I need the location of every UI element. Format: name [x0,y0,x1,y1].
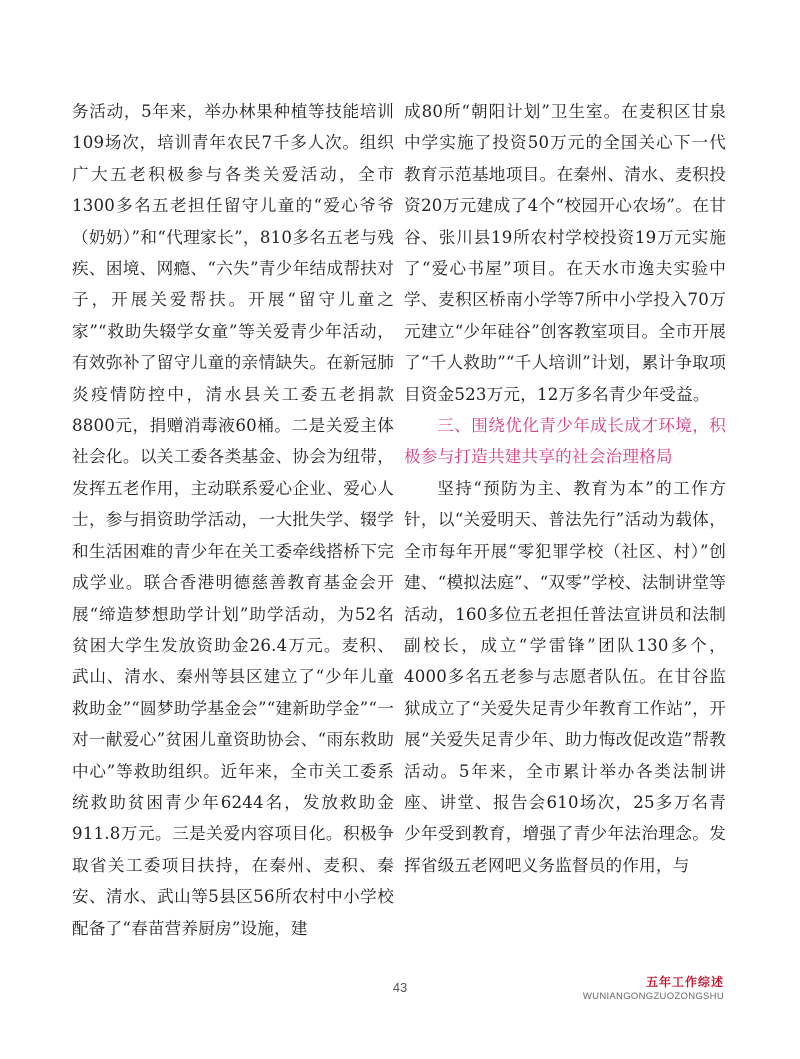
footer-brand-pinyin: WUNIANGONGZUOZONGSHU [582,991,724,1002]
footer-brand-chinese: 五年工作综述 [645,975,724,989]
body-paragraph: 务活动，5年来，举办林果种植等技能培训109场次，培训青年农民7千多人次。组织广大五老积极参与各类关爱活动，全市1300多名五老担任留守儿童的“爱心爷爷（奶奶）”和“代理家长”，810多名五老与残疾、困境、网瘾、“六失”青少年结成帮扶对子，开展关爱帮扶。开展“留守儿童之家”“救助失辍学女童”等关爱青少年活动，有效弥补了留守儿童的亲情缺失。在新冠肺炎疫情防控中，清水县关工委五老捐款8800元，捐赠消毒液60桶。二是关爱主体社会化。以关工委各类基金、协会为纽带，发挥五老作用，主动联系爱心企业、爱心人士，参与捐资助学活动，一大批失学、辍学和生活困难的青少年在关工委牵线搭桥下完成学业。联合香港明德慈善教育基金会开展“缔造梦想助学计划”助学活动，为52名贫困大学生发放资助金26.4万元。麦积、武山、清水、秦州等县区建立了“少年儿童救助金”“圆梦助学基金会”“建新助学金”“一对一献爱心”贫困儿童资助协会、“雨东救助中心”等救助组织。近年来，全市关工委系统救助贫困青少年6244名，发放救助金911.8万元。三是关爱内容项目化。积极争取省关工委项目扶持，在秦州、麦积、秦安、清水、武山等5县区56所农村中小学校配备了“春苗营养厨房”设施，建 [72,102,394,938]
right-column [404,96,726,881]
left-column [72,96,394,944]
body-paragraph: 坚持“预防为主、教育为本”的工作方针，以“关爱明天、普法先行”活动为载体，全市每年开展“零犯罪学校（社区、村）”创建、“模拟法庭”、“双零”学校、法制讲堂等活动，160多位五老担任普法宣讲员和法制副校长，成立“学雷锋”团队130多个，4000多名五老参与志愿者队伍。在甘谷监狱成立了“关爱失足青少年教育工作站”，开展“关爱失足青少年、助力悔改促改造”帮教活动。5年来，全市累计举办各类法制讲座、讲堂、报告会610场次，25多万名青少年受到教育，增强了青少年法治理念。发挥省级五老网吧义务监督员的作用，与 [404,478,726,875]
page-number: 43 [392,980,408,995]
body-paragraph: 成80所“朝阳计划”卫生室。在麦积区甘泉中学实施了投资50万元的全国关心下一代教育示范基地项目。在秦州、清水、麦积投资20万元建成了4个“校园开心农场”。在甘谷、张川县19所农村学校投资19万元实施了“爱心书屋”项目。在天水市逸夫实验中学、麦积区桥南小学等7所中小学投入70万元建立“少年硅谷”创客教室项目。全市开展了“千人救助”“千人培训”计划，累计争取项目资金523万元，12万多名青少年受益。 [404,102,726,404]
section-heading: 三、围绕优化青少年成长成才环境，积极参与打造共建共享的社会治理格局 [404,416,726,467]
footer-brand [583,973,724,1002]
